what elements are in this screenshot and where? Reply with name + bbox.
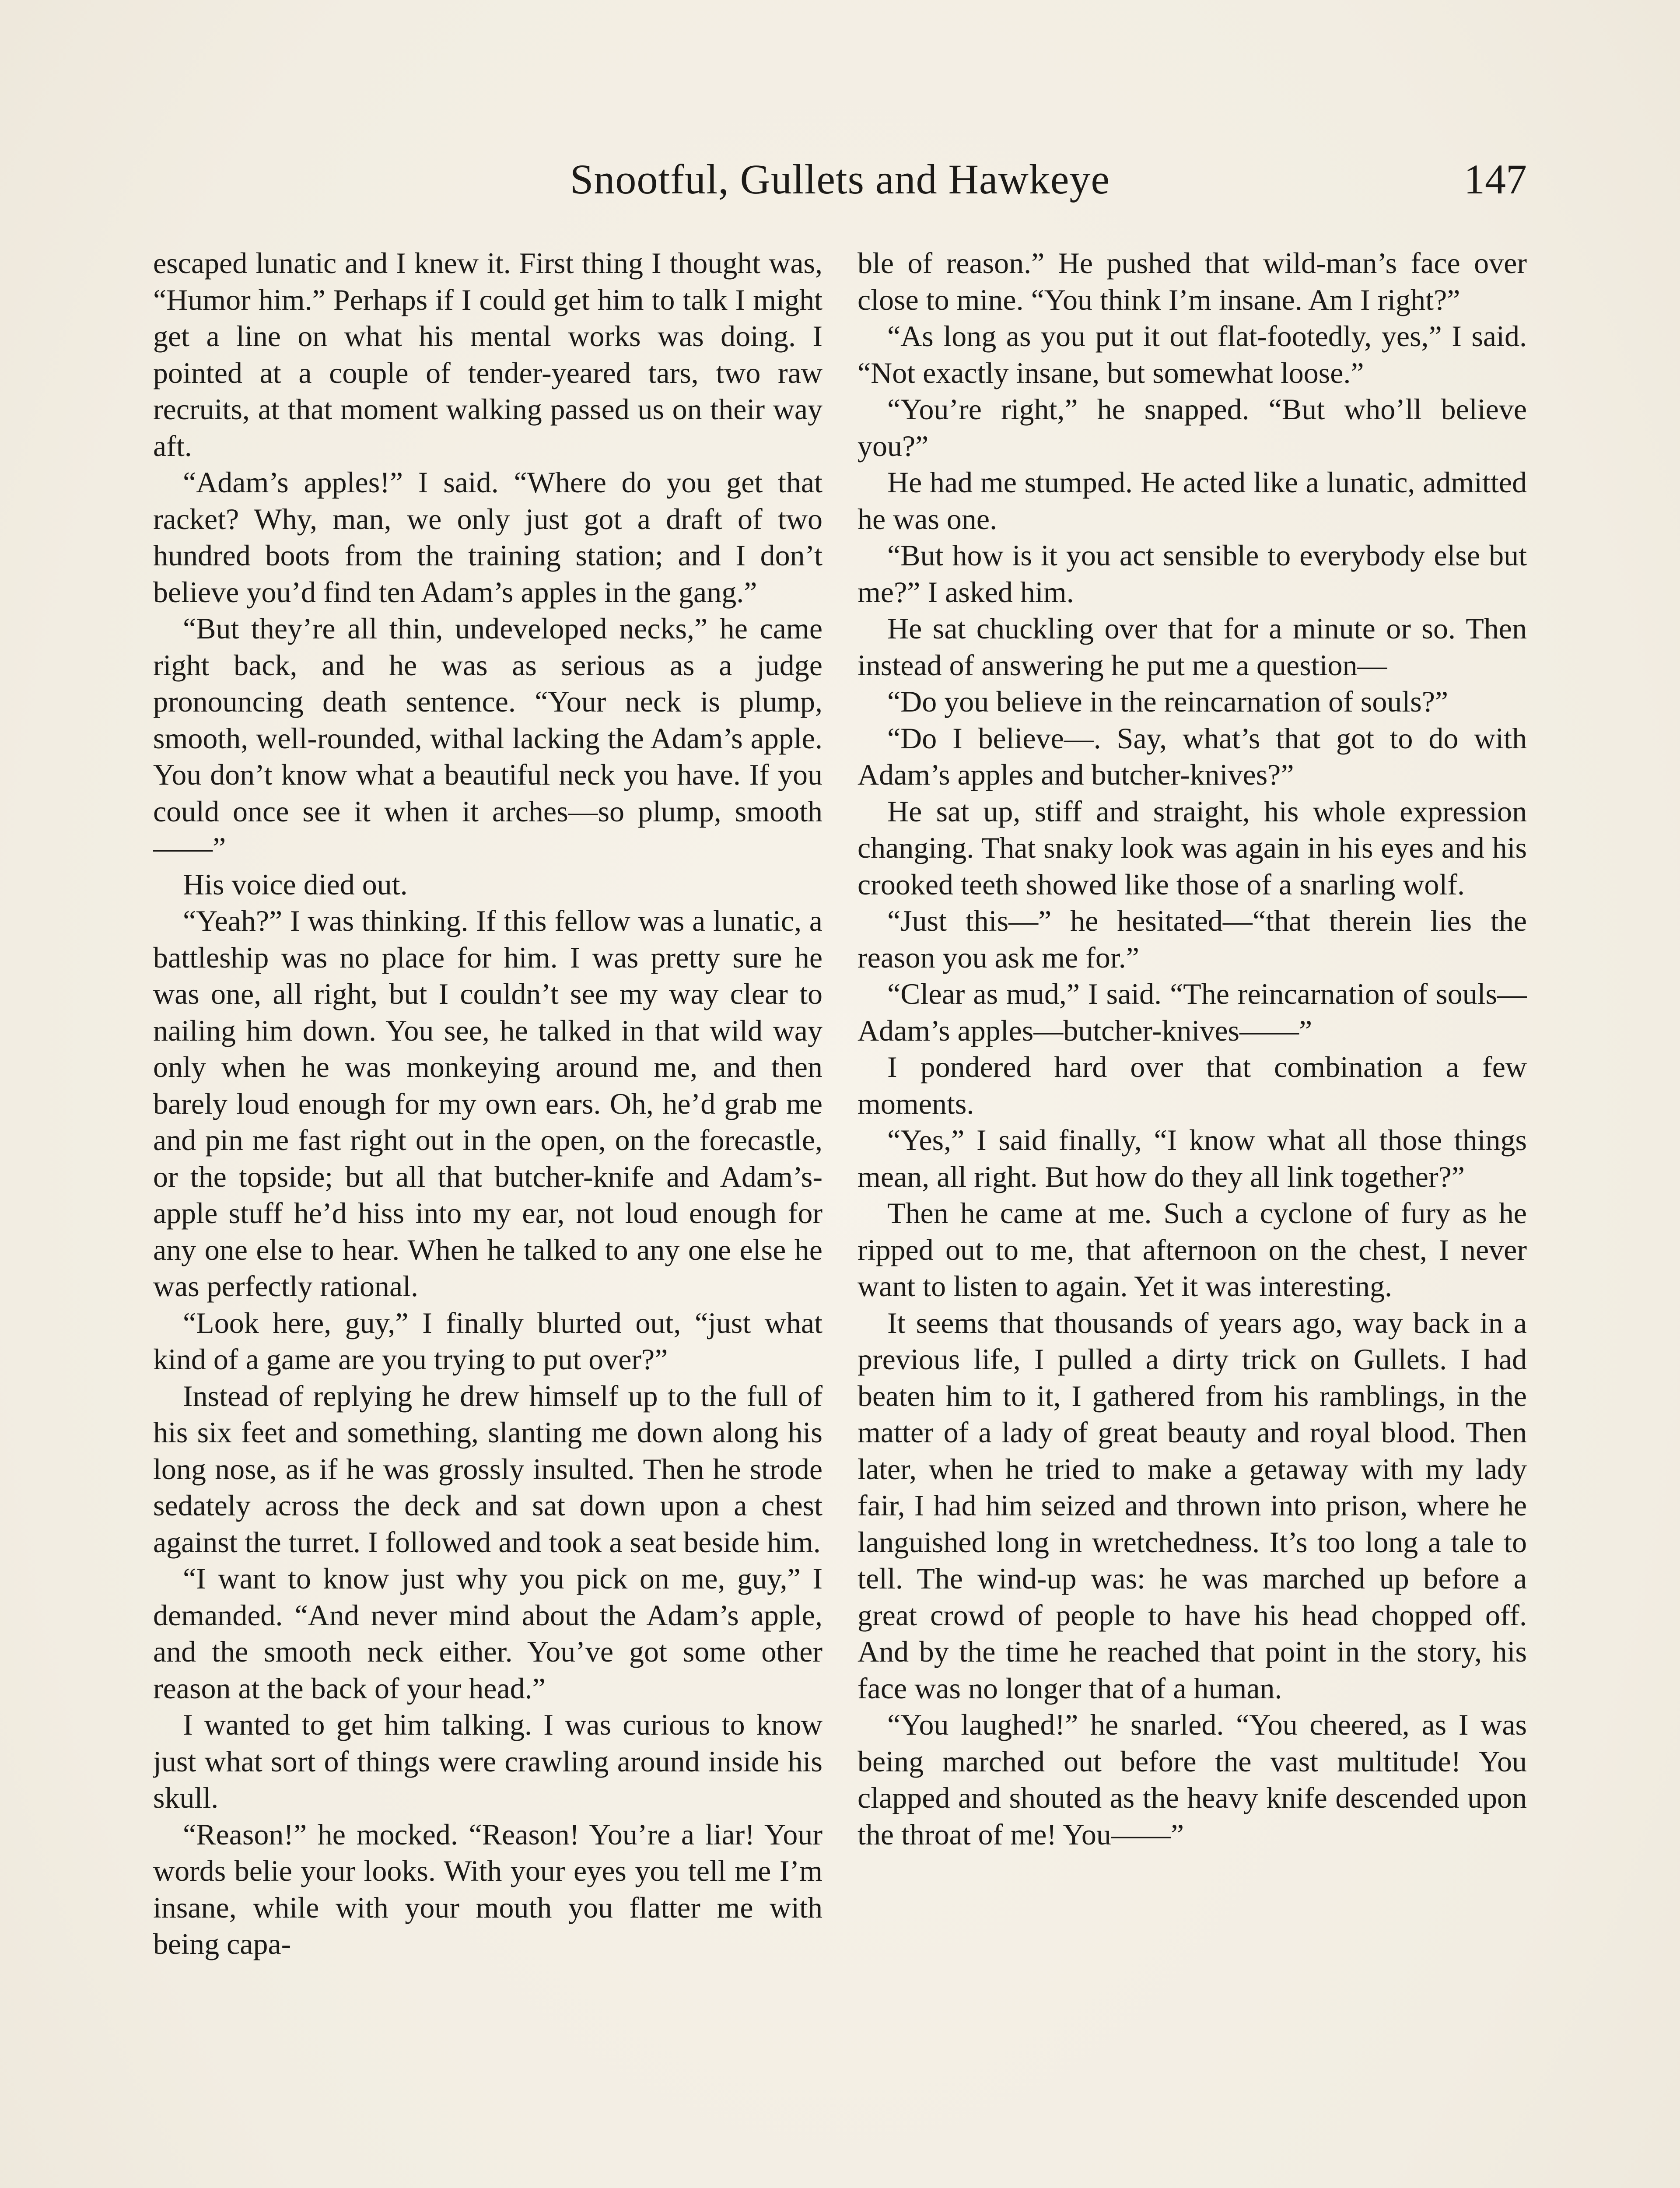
paragraph: He sat chuckling over that for a minute or so. Then instead of answering he put me a question—: [858, 612, 1527, 682]
paragraph: It seems that thousands of years ago, way back in a previous life, I pulled a dirty trick on Gullets. I had beaten him to it, I gathered from his ramblings, in the matter of a lady of great beauty and royal blood. Then later, when he tried to make a getaway with my lady fair, I had him seized and thrown into prison, where he languished long in wretchedness. It’s too long a tale to tell. The wind-up was: he was marched up before a great crowd of people to have his head chopped off. And by the time he reached that point in the story, his face was no longer that of a human.: [858, 1306, 1527, 1705]
paragraph: “Do you believe in the reincarnation of souls?”: [887, 685, 1449, 718]
paragraph: He sat up, stiff and straight, his whole expression changing. That snaky look was again in his eyes and his crooked teeth showed like those of a snarling wolf.: [858, 794, 1527, 901]
paragraph: “But how is it you act sensible to everybody else but me?” I asked him.: [858, 539, 1527, 609]
paragraph: “I want to know just why you pick on me, guy,” I demanded. “And never mind about the Adam’s apple, and the smooth neck either. You’ve got some other reason at the back of your head.”: [153, 1562, 822, 1705]
paragraph: “Adam’s apples!” I said. “Where do you get that racket? Why, man, we only just got a draft of two hundred boots from the training station; and I don’t believe you’d find ten Adam’s apples in the gang.”: [153, 466, 822, 609]
paragraph: “Just this—” he hesitated—“that therein lies the reason you ask me for.”: [858, 904, 1527, 974]
right-column: [858, 245, 1527, 2188]
paragraph: “As long as you put it out flat-footedly, yes,” I said. “Not exactly insane, but somewhat loose.”: [858, 319, 1527, 389]
page-number: 147: [1464, 156, 1527, 203]
paragraph: “Look here, guy,” I finally blurted out, “just what kind of a game are you trying to put over?”: [153, 1306, 822, 1376]
paragraph: “But they’re all thin, undeveloped necks,” he came right back, and he was as serious as a judge pronouncing death sentence. “Your neck is plump, smooth, well-rounded, withal lacking the Adam’s apple. You don’t know what a beautiful neck you have. If you could once see it when it arches—so plump, smooth——”: [153, 612, 822, 864]
text-columns: [153, 245, 1527, 2188]
paragraph: “Yes,” I said finally, “I know what all those things mean, all right. But how do they all link together?”: [858, 1123, 1527, 1193]
paragraph: ble of reason.” He pushed that wild-man’s face over close to mine. “You think I’m insane. Am I right?”: [858, 246, 1527, 316]
paragraph: He had me stumped. He acted like a lunatic, admitted he was one.: [858, 466, 1527, 536]
paragraph: “You laughed!” he snarled. “You cheered, as I was being marched out before the vast multitude! You clapped and shouted as the heavy knife descended upon the throat of me! You——”: [858, 1708, 1527, 1851]
paragraph: “You’re right,” he snapped. “But who’ll believe you?”: [858, 393, 1527, 463]
paragraph: I pondered hard over that combination a few moments.: [858, 1050, 1527, 1120]
paragraph: Instead of replying he drew himself up to the full of his six feet and something, slanting me down along his long nose, as if he was grossly insulted. Then he strode sedately across the deck and sat down upon a chest against the turret. I followed and took a seat beside him.: [153, 1379, 822, 1559]
paragraph: “Clear as mud,” I said. “The reincarnation of souls—Adam’s apples—butcher-knives——”: [858, 977, 1527, 1047]
paragraph: Then he came at me. Such a cyclone of fury as he ripped out to me, that afternoon on the chest, I never want to listen to again. Yet it was interesting.: [858, 1196, 1527, 1303]
paragraph: “Yeah?” I was thinking. If this fellow was a lunatic, a battleship was no place for him. I was pretty sure he was one, all right, but I couldn’t see my way clear to nailing him down. You see, he talked in that wild way only when he was monkeying around me, and then barely loud enough for my own ears. Oh, he’d grab me and pin me fast right out in the open, on the forecastle, or the topside; but all that butcher-knife and Adam’s-apple stuff he’d hiss into my ear, not loud enough for any one else to hear. When he talked to any one else he was perfectly rational.: [153, 904, 822, 1303]
paragraph: “Reason!” he mocked. “Reason! You’re a liar! Your words belie your looks. With your eyes you tell me I’m insane, while with your mouth you flatter me with being capa-: [153, 1817, 822, 1960]
paragraph: His voice died out.: [183, 867, 408, 901]
running-title: Snootful, Gullets and Hawkeye: [570, 156, 1110, 203]
left-column: [153, 245, 822, 2188]
paragraph: escaped lunatic and I knew it. First thing I thought was, “Humor him.” Perhaps if I could get him to talk I might get a line on what his mental works was doing. I pointed at a couple of tender-yeared tars, two raw recruits, at that moment walking passed us on their way aft.: [153, 246, 822, 463]
paragraph: I wanted to get him talking. I was curious to know just what sort of things were crawling around inside his skull.: [153, 1708, 822, 1814]
paragraph: “Do I believe—. Say, what’s that got to do with Adam’s apples and butcher-knives?”: [858, 721, 1527, 791]
page-header: [153, 151, 1527, 208]
